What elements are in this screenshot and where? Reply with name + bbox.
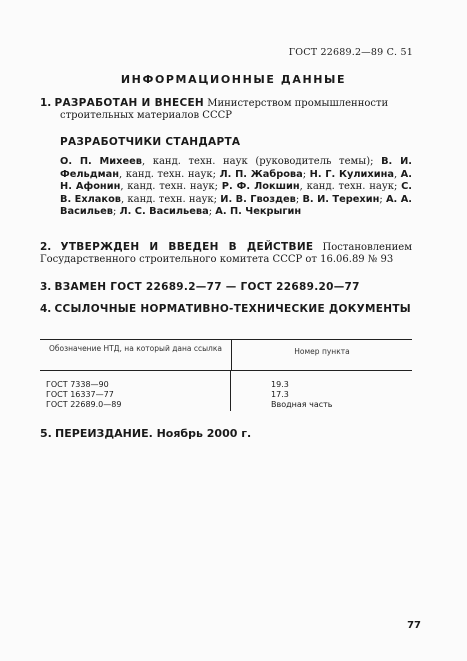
developer-name: С. В. Ехлаков: [60, 181, 412, 205]
section-heading: ВЗАМЕН ГОСТ 22689.2—77 — ГОСТ 22689.20—77: [54, 281, 360, 293]
section-number: 5.: [40, 427, 52, 440]
table-cell-document: ГОСТ 7338—90: [46, 380, 109, 389]
table-cell-document: ГОСТ 22689.0—89: [46, 400, 122, 409]
developer-name: Р. Ф. Локшин: [221, 181, 300, 193]
section-number: 2.: [40, 241, 52, 253]
section-developed-by: [40, 97, 412, 123]
developers-list: [60, 156, 412, 219]
section-text: Министерством промышленности: [207, 98, 389, 109]
developer-degree: , канд. техн. наук;: [299, 181, 402, 193]
table-cell-item: Вводная часть: [271, 400, 333, 409]
developers-heading: РАЗРАБОТЧИКИ СТАНДАРТА: [60, 136, 241, 148]
developer-degree: ,: [393, 168, 401, 180]
developer-name: Л. С. Васильева: [119, 206, 209, 218]
developer-degree: ;: [295, 193, 303, 205]
table-column-items: [231, 371, 412, 411]
references-table: [40, 339, 412, 411]
developer-degree: ;: [302, 168, 310, 180]
section-heading: РАЗРАБОТАН И ВНЕСЕН: [54, 97, 205, 109]
developer-name: В. И. Терехин: [302, 193, 380, 205]
developer-degree: ;: [208, 206, 216, 218]
table-header-item: Номер пункта: [294, 347, 350, 356]
developer-name: А. П. Чекрыгин: [215, 206, 302, 218]
developer-degree: , канд. техн. наук;: [119, 168, 220, 180]
developer-name: О. П. Михеев: [60, 156, 142, 167]
developer-degree: , канд. техн. наук;: [120, 181, 222, 193]
developer-name: В. И. Фельдман: [60, 156, 412, 180]
developer-name: И. В. Гвоздев: [220, 193, 296, 205]
section-text: ПЕРЕИЗДАНИЕ. Ноябрь 2000 г.: [55, 427, 252, 440]
section-references: [40, 303, 412, 316]
developer-degree: ;: [112, 206, 120, 218]
section-number: 1.: [40, 97, 52, 109]
table-body: [40, 371, 412, 411]
table-cell-item: 19.3: [271, 380, 289, 389]
section-number: 4.: [40, 303, 52, 315]
table-header-row: [40, 340, 412, 371]
page-number: 77: [407, 620, 421, 631]
page-title: ИНФОРМАЦИОННЫЕ ДАННЫЕ: [120, 73, 347, 86]
table-cell-document: ГОСТ 16337—77: [46, 390, 114, 399]
table-cell-item: 17.3: [271, 390, 289, 399]
section-text-continued: строительных материалов СССР: [60, 110, 232, 122]
developer-name: А. А. Васильев: [60, 193, 412, 218]
section-approved: [40, 241, 412, 267]
developer-degree: , канд. техн. наук (руководитель темы);: [141, 156, 382, 167]
standard-code-header: ГОСТ 22689.2—89 С. 51: [288, 47, 413, 58]
section-number: 3.: [40, 281, 52, 293]
section-heading: ССЫЛОЧНЫЕ НОРМАТИВНО-ТЕХНИЧЕСКИЕ ДОКУМЕНТЫ: [54, 303, 411, 315]
section-replaces: [40, 281, 412, 294]
developer-degree: ;: [379, 193, 386, 205]
table-column-documents: [40, 371, 231, 411]
developer-degree: , канд. техн. наук;: [121, 193, 221, 205]
developer-name: А. Н. Афонин: [60, 168, 412, 193]
table-header-document: Обозначение НТД, на который дана ссылка: [40, 340, 232, 370]
section-heading: УТВЕРЖДЕН И ВВЕДЕН В ДЕЙСТВИЕ: [60, 241, 314, 253]
developer-name: Н. Г. Кулихина: [309, 168, 394, 180]
developer-name: Л. П. Жаброва: [219, 168, 303, 180]
section-text: Постановлением Государственного строительного комитета СССР от 16.06.89 № 93: [40, 242, 412, 266]
section-reissue: [40, 428, 412, 441]
